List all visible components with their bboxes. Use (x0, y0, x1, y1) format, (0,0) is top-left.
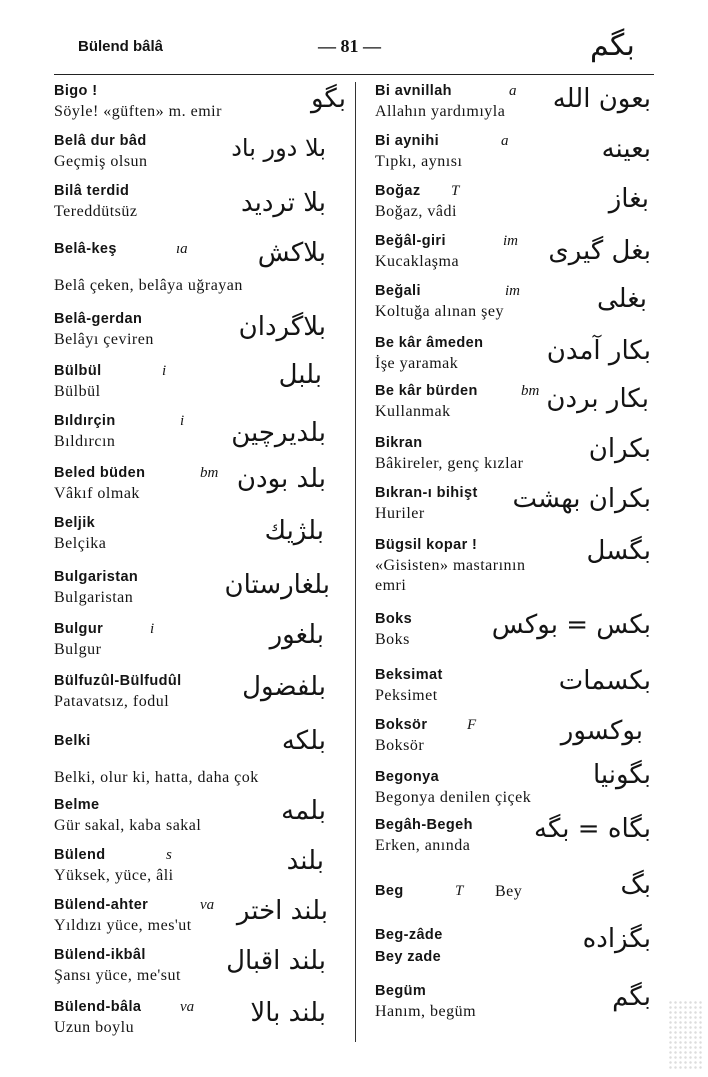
entry-arabic: بلند اقبال (226, 946, 326, 976)
entry-arabic: بغل گیری (548, 236, 651, 266)
dictionary-entry (375, 608, 657, 664)
entry-arabic: بلمه (281, 796, 326, 826)
dictionary-entry (375, 872, 657, 916)
entry-definition: Bâkireler, genç kızlar (375, 455, 524, 472)
entry-headword: Begâh-Begeh (375, 817, 473, 833)
entry-headword: Beled büden (54, 465, 146, 481)
entry-arabic: بگم (612, 982, 651, 1012)
page-header (0, 28, 708, 64)
entry-headword: Bi avnillah (375, 83, 452, 99)
entry-arabic: بگ (620, 870, 651, 900)
entry-origin-tag: i (180, 413, 185, 429)
entry-definition: Kullanmak (375, 403, 451, 420)
entry-headword: Bülend-ahter (54, 897, 149, 913)
entry-definition: Kucaklaşma (375, 253, 460, 270)
dictionary-entry (54, 180, 346, 238)
entry-headword: Belâ-keş (54, 241, 117, 257)
entry-definition: Hanım, begüm (375, 1003, 477, 1020)
entry-headword: Bigo ! (54, 83, 98, 99)
entry-arabic: بکار بردن (546, 384, 649, 414)
dictionary-entry (54, 512, 346, 566)
dictionary-entry (375, 980, 657, 1030)
dictionary-entry (54, 894, 346, 944)
dictionary-entry (54, 618, 346, 670)
entry-arabic: بغلی (596, 284, 647, 314)
entry-arabic: بلند بالا (250, 998, 326, 1028)
entry-arabic: بلژیك (264, 516, 324, 546)
entry-arabic: بکار آمدن (546, 336, 651, 366)
entry-headword: Beksimat (375, 667, 443, 683)
entry-definition: Belçika (54, 535, 107, 552)
entry-arabic: بگو (310, 84, 346, 114)
entry-arabic: بعینه (601, 134, 651, 164)
entry-headword: Boks (375, 611, 413, 627)
entry-arabic: بلکه (281, 726, 326, 756)
entry-definition: Peksimet (375, 687, 438, 704)
entry-arabic: بگسل (586, 536, 651, 566)
entry-headword: Bülend-bâla (54, 999, 142, 1015)
entry-definition: Patavatsız, fodul (54, 693, 170, 710)
entry-headword: Boksör (375, 717, 428, 733)
dictionary-entry (54, 794, 346, 844)
entry-arabic: بگونیا (592, 760, 651, 790)
entry-definition-continued: emri (375, 577, 407, 594)
entry-arabic: بلدیرچین (231, 418, 326, 448)
entry-definition: Belki, olur ki, hatta, daha çok (54, 769, 259, 786)
entry-arabic: بلند اختر (236, 896, 328, 926)
entry-definition: Belâyı çeviren (54, 331, 154, 348)
entry-arabic: بلد بودن (236, 464, 326, 494)
dictionary-entry (54, 410, 346, 462)
running-head: Bülend bâlâ (78, 38, 164, 55)
entry-arabic: بگاه = بگه (534, 814, 651, 844)
dictionary-entry (375, 180, 657, 230)
entry-origin-tag: T (455, 883, 464, 899)
entry-origin-tag: i (150, 621, 155, 637)
running-head-arabic: بگم (590, 28, 635, 63)
entry-origin-tag: bm (521, 383, 540, 399)
entry-headword-variant: Bey zade (375, 949, 442, 965)
entry-definition: Allahın yardımıyla (375, 103, 506, 120)
entry-headword: Bulgaristan (54, 569, 139, 585)
entry-headword: Begüm (375, 983, 427, 999)
entry-headword: Beg (375, 883, 404, 899)
dictionary-entry (54, 80, 346, 130)
entry-definition: Erken, anında (375, 837, 471, 854)
entry-arabic: بلبل (278, 360, 322, 390)
entry-headword: Bıldırçin (54, 413, 116, 429)
entry-definition: «Gisisten» mastarının (375, 557, 526, 574)
entry-headword: Boğaz (375, 183, 421, 199)
entry-headword: Be kâr bürden (375, 383, 478, 399)
entry-headword: Belme (54, 797, 100, 813)
entry-origin-tag: ıa (176, 241, 188, 257)
entry-definition: Bulgur (54, 641, 102, 658)
entry-headword: Beğâl-giri (375, 233, 446, 249)
entry-definition: Huriler (375, 505, 425, 522)
entry-headword: Beljik (54, 515, 96, 531)
entry-definition: Vâkıf olmak (54, 485, 140, 502)
dictionary-entry (375, 482, 657, 534)
entry-arabic: بکران (588, 434, 651, 464)
entry-origin-tag: im (503, 233, 518, 249)
dictionary-entry (375, 380, 657, 432)
entry-arabic: بکسمات (558, 666, 651, 696)
entry-definition: Boks (375, 631, 410, 648)
entry-headword: Bülend-ikbâl (54, 947, 146, 963)
entry-definition: Tereddütsüz (54, 203, 138, 220)
dictionary-entry (54, 566, 346, 618)
entry-definition: Bulgaristan (54, 589, 134, 606)
page-number: — 81 — (318, 36, 381, 56)
dictionary-entry (54, 726, 346, 794)
entry-definition: İşe yaramak (375, 355, 459, 372)
entry-definition: Begonya denilen çiçek (375, 789, 532, 806)
entry-definition: Yüksek, yüce, âli (54, 867, 174, 884)
entry-headword: Belki (54, 733, 91, 749)
entry-origin-tag: bm (200, 465, 219, 481)
dictionary-entry (375, 80, 657, 130)
dictionary-entry (54, 844, 346, 894)
entry-arabic: بلند (286, 846, 324, 876)
right-column (375, 80, 657, 1030)
entry-definition: Koltuğa alınan şey (375, 303, 504, 320)
dictionary-entry (54, 308, 346, 360)
dictionary-entry (54, 238, 346, 308)
dictionary-entry (375, 664, 657, 714)
entry-definition: Bıldırcın (54, 433, 116, 450)
entry-headword: Belâ-gerdan (54, 311, 143, 327)
entry-origin-tag: a (509, 83, 517, 99)
dictionary-entry (375, 760, 657, 814)
entry-arabic: بغاز (608, 184, 649, 214)
entry-headword: Beğali (375, 283, 421, 299)
entry-headword: Bülbül (54, 363, 102, 379)
entry-arabic: بلا دور باد (231, 134, 326, 162)
entry-definition: Bey (495, 883, 523, 900)
entry-headword: Bülfuzûl-Bülfudûl (54, 673, 182, 689)
entry-arabic: بلاگردان (238, 312, 326, 342)
entry-headword: Bilâ terdid (54, 183, 130, 199)
entry-origin-tag: a (501, 133, 509, 149)
entry-arabic: بکس = بوکس (491, 610, 651, 640)
dictionary-entry (375, 916, 657, 980)
entry-origin-tag: im (505, 283, 520, 299)
entry-definition: Söyle! «güften» m. emir (54, 103, 222, 120)
entry-arabic: بلاکش (257, 238, 326, 268)
dictionary-entry (375, 714, 657, 766)
entry-headword: Be kâr âmeden (375, 335, 484, 351)
dictionary-entry (54, 996, 346, 1046)
entry-headword: Belâ dur bâd (54, 133, 147, 149)
entry-arabic: بگزاده (582, 924, 651, 954)
dictionary-entry (375, 814, 657, 872)
entry-arabic: بعون الله (552, 84, 651, 114)
header-rule (54, 74, 654, 75)
paper-speckle (668, 1000, 702, 1070)
entry-definition: Belâ çeken, belâya uğrayan (54, 277, 243, 294)
entry-definition: Geçmiş olsun (54, 153, 148, 170)
entry-definition: Bülbül (54, 383, 101, 400)
column-divider (355, 82, 356, 1042)
left-column (54, 80, 346, 1046)
entry-headword: Begonya (375, 769, 440, 785)
entry-definition: Şansı yüce, me'sut (54, 967, 181, 984)
entry-headword: Bikran (375, 435, 423, 451)
dictionary-entry (375, 280, 657, 332)
dictionary-entry (54, 360, 346, 410)
entry-definition: Boksör (375, 737, 425, 754)
entry-headword: Bıkran-ı bihişt (375, 485, 478, 501)
entry-origin-tag: s (166, 847, 172, 863)
entry-definition: Boğaz, vâdi (375, 203, 457, 220)
entry-origin-tag: F (467, 717, 477, 733)
dictionary-entry (375, 432, 657, 482)
entry-arabic: بلفضول (242, 672, 326, 702)
entry-headword: Beg-zâde (375, 927, 443, 943)
dictionary-entry (54, 944, 346, 996)
entry-definition: Tıpkı, aynısı (375, 153, 463, 170)
dictionary-entry (54, 670, 346, 730)
dictionary-entry (375, 332, 657, 380)
entry-definition: Uzun boylu (54, 1019, 135, 1036)
entry-headword: Bülend (54, 847, 106, 863)
entry-headword: Bulgur (54, 621, 104, 637)
entry-definition: Gür sakal, kaba sakal (54, 817, 202, 834)
dictionary-entry (375, 130, 657, 180)
dictionary-entry (54, 462, 346, 512)
entry-origin-tag: va (180, 999, 195, 1015)
dictionary-entry (54, 130, 346, 180)
entry-headword: Bi aynihi (375, 133, 440, 149)
entry-origin-tag: i (162, 363, 167, 379)
entry-definition: Yıldızı yüce, mes'ut (54, 917, 192, 934)
entry-arabic: بوکسور (560, 716, 643, 746)
dictionary-entry (375, 534, 657, 608)
entry-arabic: بلغارستان (224, 570, 330, 600)
entry-headword: Bügsil kopar ! (375, 537, 478, 553)
dictionary-entry (375, 230, 657, 280)
entry-origin-tag: T (451, 183, 460, 199)
entry-arabic: بلا تردید (240, 188, 326, 218)
entry-arabic: بلغور (269, 620, 324, 650)
entry-arabic: بکران بهشت (512, 484, 651, 514)
entry-origin-tag: va (200, 897, 215, 913)
